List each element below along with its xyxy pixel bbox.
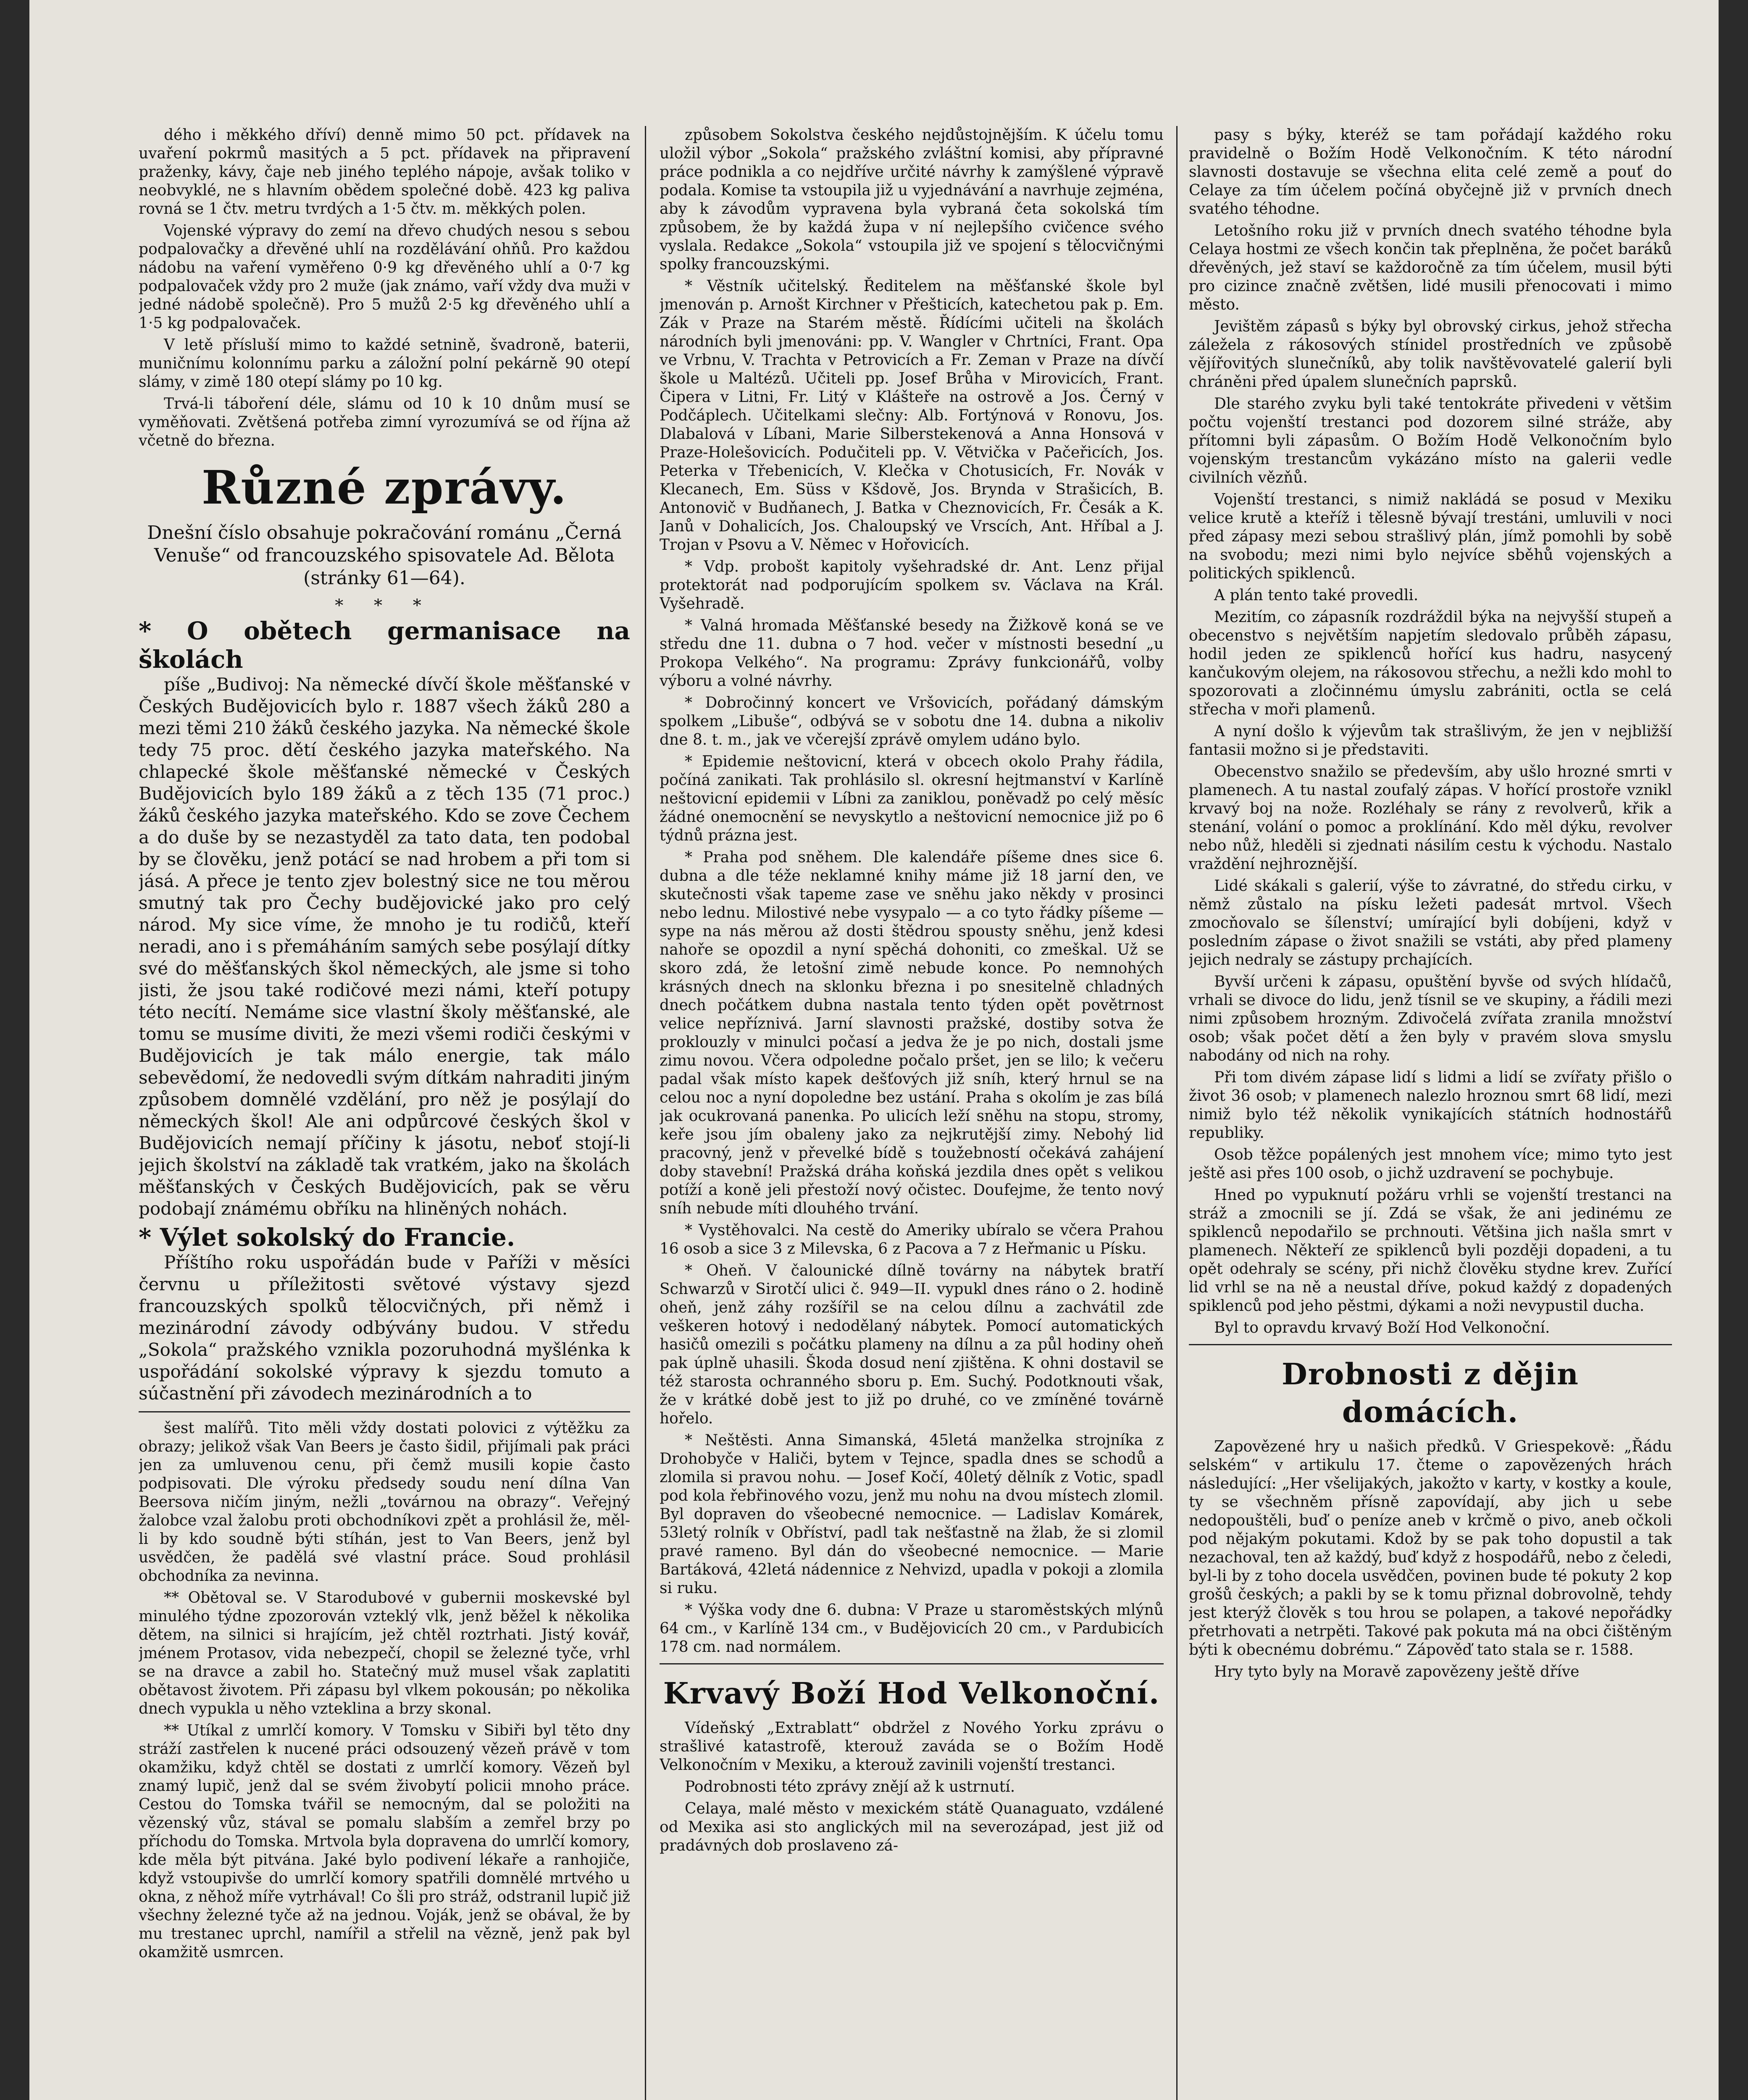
paragraph: Osob těžce popálených jest mnohem více; mimo tyto jest ještě asi přes 100 osob, o jichž uzdravení se pochybuje. [1189,1146,1672,1182]
paragraph: Vojenští trestanci, s nimiž nakládá se posud v Mexiku velice krutě a kteříž i tělesně bývají trestáni, umluvili v noci před zápasy mezi sebou strašlivý plán, jímž pomohli by sobě na svobodu; mezi nimi bylo nejvíce sběhů vojenských a politických spiklenců. [1189,491,1672,582]
column-1 [139,126,630,2100]
scan-edge-right [1719,0,1748,2100]
paragraph: Podrobnosti této zprávy znějí až k ustrnutí. [685,1778,1015,1796]
paragraph: Zapovězené hry u našich předků. V Griespekově: „Řádu selském“ v artikulu 17. čteme o zapovězených hrách následující: „Her všelijakých, jakožto v karty, v kostky a koule, ty se všechněm přísně zapovídají, aby jich u sebe nedopouštěli, buď o peníze aneb v krčmě o pivo, aneb očkoli pod nějakým pokutami. Kdož by se pak toho dopustil a tak nezachoval, ten až každý, buď když z hospodářů, nebo z čeledi, byl-li by z toho docela usvědčen, povinen bude té pokuty 2 kop grošů českých; a pakli by se k tomu přiznal dobrovolně, tehdy jest kterýž člověk s tou hrou se polapen, a takové nepořádky přetrhovati a netrpěti. Takové pak pokuta má na obci čištěným býti k obecnému dobrému.“ Zápověď tato stala se r. 1588. [1189,1438,1672,1659]
paragraph: * Vdp. probošt kapitoly vyšehradské dr. Ant. Lenz přijal protektorát nad podporujícím spolkem sv. Václava na Král. Vyšehradě. [660,558,1164,612]
paragraph: pasy s býky, kteréž se tam pořádají každého roku pravidelně o Božím Hodě Velkonočním. K této národní slavnosti dostavuje se všechna elita celé země a pouť do Celaye za tím účelem počíná obyčejně již v prvních dnech svatého téhodne. [1189,126,1672,218]
column-rule [1176,126,1178,2100]
paragraph: A plán tento také provedli. [1214,587,1419,604]
column-3 [1189,126,1672,2100]
paragraph: Lidé skákali s galerií, výše to závratné, do středu cirku, v němž zůstalo na písku ležeti padesát mrtvol. Všech zmocňovalo se šílenství; umírající byli dobíjeni, když v posledním zápase o život snažili se vstáti, aby před plameny jejich nedraly se zástupy prchajících. [1189,877,1672,969]
horizontal-rule [139,1411,630,1412]
paragraph: V letě přísluší mimo to každé setnině, švadroně, baterii, muničnímu kolonnímu parku a záložní polní pekárně 90 otepí slámy, v zimě 180 otepí slámy po 10 kg. [139,336,630,391]
paragraph: * Valná hromada Měšťanské besedy na Žižkově koná se ve středu dne 11. dubna o 7 hod. večer v místnosti besední „u Prokopa Velkého“. Na programu: Zprávy funkcionářů, volby výboru a volné návrhy. [660,617,1164,690]
paragraph: Hry tyto byly na Moravě zapovězeny ještě dříve [1214,1663,1580,1680]
paragraph: šest malířů. Tito měli vždy dostati polovici z výtěžku za obrazy; jelikož však Van Beers je často šidil, přijímali pak práci jen za umluvenou cenu, při čemž musili kopie často podpisovati. Dle výroku předsedy soudu není dílna Van Beersova ničím jiným, nežli „továrnou na obrazy“. Veřejný žalobce vzal žalobu proti obchodníkovi zpět a prohlásil že, měl-li by kdo soudně býti stíhán, jest to Van Beers, jenž byl usvědčen, že padělá své vlastní práce. Soud prohlásil obchodníka za nevinna. [139,1420,630,1585]
paragraph: * Dobročinný koncert ve Vršovicích, pořádaný dámským spolkem „Libuše“, odbývá se v sobotu dne 14. dubna a nikoliv dne 8. t. m., jak ve včerejší zprávě omylem udáno bylo. [660,694,1164,748]
paragraph: Mezitím, co zápasník rozdráždil býka na nejvyšší stupeň a obecenstvo s největším napjetím sledovalo průběh zápasu, hodil jeden ze spiklenců hořící kus hadru, nasycený kančukovým olejem, na rákosovou střechu, a nežli kdo mohl to spozorovati a zločinnému úmyslu zabrániti, octla se celá střecha v moři plamenů. [1189,609,1672,718]
paragraph: Hned po vypuknutí požáru vrhli se vojenští trestanci na stráž a zmocnili se jí. Zdá se však, že ani jedinému ze spiklenců nepodařilo se prchnouti. Většina jich našla smrt v plamenech. Někteří ze spiklenců byli později dopadeni, a tu opět odehraly se scény, při nichž člověku stydne krev. Zuřící lid vrhl se na ně a neustal dříve, pokud každý z dopadených spiklenců pod jeho pěstmi, dýkami a noži nevypustil ducha. [1189,1186,1672,1315]
paragraph: Při tom divém zápase lidí s lidmi a lidí se zvířaty přišlo o život 36 osob; v plamenech nalezlo hroznou smrt 68 lidí, mezi nimiž bylo též několik vynikajících státních hodnostářů republiky. [1189,1069,1672,1142]
article-text: píše „Budivoj: Na německé dívčí škole měšťanské v Českých Budějovicích bylo r. 1887 všech žáků 280 a mezi těmi 210 žáků českého jazyka. Na německé škole tedy 75 proc. dětí českého jazyka mateřského. Na chlapecké škole měšťanské německé v Českých Budějovicích bylo 189 žáků a z těch 135 (71 proc.) žáků českého jazyka mateřského. Kdo se zove Čechem a do duše by se nezastyděl za tato data, ten podobal by se člověku, jenž potácí se nad hrobem a při tom si jásá. A přece je tento zjev bolestný sice ne tou měrou smutný tak pro Čechy budějovické jako pro celý národ. My sice víme, že mnoho je tu rodičů, kteří neradi, ano i s přemáháním samých sebe posýlají dítky své do měšťanských škol německých, ale jsme si toho jisti, že jsou také rodičové mezi námi, kteří potupy této necítí. Nemáme sice vlastní školy měšťanské, ale tomu se musíme diviti, že mezi všemi rodiči českými v Budějovicích je tak málo energie, tak málo sebevědomí, že nedovedli svým dítkám nahraditi jiným způsobem domnělé vzdělání, pro něž je posýlají do německých škol! Ale ani odpůrcové českých škol v Budějovicích nemají příčiny k jásotu, neboť stojí-li jejich školství na základě tak vratkém, jako na školách měšťanských v Českých Budějovicích, pak se věru podobají známému obříku na hliněných nohách. [139,674,630,1219]
lead-notice: Dnešní číslo obsahuje pokračování románu „Černá Venuše“ od francouzského spisovatele Ad. Bělota (stránky 61—64). [147,522,622,589]
paragraph: ** Utíkal z umrlčí komory. V Tomsku v Sibiři byl těto dny stráží zastřelen k nucené práci odsouzený vězeň právě v tom okamžiku, když chtěl se dostati z umrlčí komory. Vězeň byl znamý lupič, jenž dal se svém živobytí policii mnoho práce. Cestou do Tomska tvářil se nemocným, dal se položiti na vězenský vůz, stával se pomalu slabším a zemřel brzy po příchodu do Tomska. Mrtvola byla dopravena do umrlčí komory, kde měla být pitvána. Jaké bylo podivení lékaře a ranhojiče, když vstoupivše do umrlčí komory spatřili domnělé mrtvého u okna, z něhož míře vytrhával! Co šli pro stráž, odstranil lupič již všechny železné tyče až na jednou. Voják, jenž se obával, že by mu trestanec uprchl, namířil a střelil na vězně, jenž pak byl okamžitě usmrcen. [139,1722,630,1961]
paragraph: Vídeňský „Extrablatt“ obdržel z Nového Yorku zprávu o strašlivé katastrofě, kterouž zaváda se o Božím Hodě Velkonočním v Mexiku, a kterouž zavinili vojenští trestanci. [660,1719,1164,1774]
paragraph: A nyní došlo k výjevům tak strašlivým, že jen v nejbližší fantasii možno si je představiti. [1189,723,1672,759]
article-text: Příštího roku uspořádán bude v Paříži v měsíci červnu u příležitosti světové výstavy sjezd francouzských spolků tělocvičných, při němž i mezinárodní závody odbývány budou. V středu „Sokola“ pražského vznikla pozoruhodná myšlénka k uspořádání sokolské výpravy k sjezdu tomuto a súčastnění při závodech mezinárodních a to [139,1252,630,1404]
section-title-drobnosti: Drobnosti z dějin domácích. [1282,1357,1579,1429]
horizontal-rule [660,1663,1164,1664]
section-title-ruzne-zpravy: Různé zprávy. [201,460,568,514]
column-rule [645,126,646,2100]
paragraph: Trvá-li táboření déle, slámu od 10 k 10 dnům musí se vyměňovati. Zvětšená potřeba zimní vyrozumívá se od října až včetně do března. [139,395,630,449]
column-2 [660,126,1164,2100]
paragraph: Byvší určeni k zápasu, opuštění byvše od svých hlídačů, vrhali se divoce do lidu, jenž tísnil se ve skupiny, a řádili mezi nimi způsobem hrozným. Zdivočelá zvířata zranila množství osob; však počet dětí a žen byly v pravém slova smyslu nabodány od nich na rohy. [1189,973,1672,1064]
paragraph: * Věstník učitelský. Ředitelem na měšťanské škole byl jmenován p. Arnošt Kirchner v Přešticích, katechetou pak p. Em. Zák v Praze na Starém městě. Řídícími učiteli na školách národních byli jmenováni: pp. V. Wangler v Chrtníci, Frant. Opa ve Vrbnu, V. Trachta v Petrovicích a Fr. Zeman v Praze na dívčí škole u Maltézů. Učiteli pp. Josef Brůha v Mirovicích, Frant. Čipera v Litni, Fr. Litý v Klášteře na ostrově a Jos. Černý v Podčáplech. Učitelkami slečny: Alb. Fortýnová v Ronovu, Jos. Dlabalová v Líbani, Marie Silberstekenová a Anna Honsová v Praze-Holešovicích. Podučiteli pp. V. Větvička v Pačeřicích, Jos. Peterka v Třebenicích, V. Klečka v Chotusicích, Fr. Novák v Klecanech, Em. Süss v Kšdově, Jos. Brynda v Strašicích, B. Antonovič v Budňanech, J. Batka v Cheznovicích, Fr. Česák a K. Janů v Dohalicích, Jos. Chaloupský ve Vrscích, Ant. Hříbal a J. Trojan v Psovu a V. Němec v Hořovicích. [660,278,1164,554]
scan-edge-left [0,0,29,2100]
paragraph: Celaya, malé město v mexickém státě Quanaguato, vzdálené od Mexika asi sto anglických mil na severozápad, jest již od pradávných dob proslaveno zá- [660,1800,1164,1854]
article-headline: * O obětech germanisace na školách [139,617,630,674]
paragraph: Dle starého zvyku byli také tentokráte přivedeni v většim počtu vojenští trestanci pod dozorem silné stráže, aby přítomni byli zápasům. O Božím Hodě Velkonočním bylo vojenským trestancům vykázáno místo na galerii vedle civilních vězňů. [1189,395,1672,486]
paragraph: Byl to opravdu krvavý Boží Hod Velkonoční. [1214,1319,1550,1336]
paragraph: * Epidemie neštovicní, která v obcech okolo Prahy řádila, počíná zanikati. Tak prohlásilo sl. okresní hejtmanství v Karlíně neštovicní epidemii v Líbni za zaniklou, poněvadž po celý měsíc žádné onemocnění se nevyskytlo a neštovicní nemocnice již po 6 týdnů prázna jest. [660,753,1164,844]
paragraph: Letošního roku již v prvních dnech svatého téhodne byla Celaya hostmi ze všech končin tak přeplněna, že počet baráků dřevěných, jež staví se každoročně za tím účelem, musil býti pro cizince značně zvětšen, lidé musili přenocovati i mimo město. [1189,222,1672,313]
section-title-krvavy-bozi-hod: Krvavý Boží Hod Velkonoční. [663,1676,1160,1711]
paragraph: Vojenské výpravy do zemí na dřevo chudých nesou s sebou podpalovačky a dřevěné uhlí na rozdělávání ohňů. Pro každou nádobu na vaření vyměřeno 0·9 kg dřevěného uhlí a 0·7 kg podpalovaček vždy pro 2 muže (jak známo, vaří vždy dva muži v jedné nádobě společně). Pro 5 mužů 2·5 kg dřevěného uhlí a 1·5 kg podpalovaček. [139,222,630,332]
paragraph: * Oheň. V čalounické dílně továrny na nábytek bratří Schwarzů v Sirotčí ulici č. 949—II. vypukl dnes ráno o 2. hodině oheň, jenž záhy rozšířil se na celou dílnu a zachvátil zde veškeren hotový i nedodělaný nábytek. Pomocí automatických hasičů omezili s počátku plameny na dílnu a za půl hodiny oheň pak úplně uhasili. Škoda dosud není zjištěna. K ohni dostavil se též starosta ochranného sboru p. Em. Suchý. Podotknouti však, že v krátké době jest to již po druhé, co ve zmíněné továrně hořelo. [660,1262,1164,1427]
separator-stars: * * * [335,596,434,615]
paragraph: dého i měkkého dříví) denně mimo 50 pct. přídavek na uvaření pokrmů masitých a 5 pct. přídavek na připravení praženky, kávy, čaje neb jiného teplého nápoje, avšak toliko v neobvyklé, ne s hlavním obědem společné době. 423 kg paliva rovná se 1 čtv. metru tvrdých a 1·5 čtv. m. měkkých polen. [139,126,630,218]
paragraph: způsobem Sokolstva českého nejdůstojnějším. K účelu tomu uložil výbor „Sokola“ pražského zvláštní komisi, aby přípravné práce podnikla a co nejdříve určité návrhy k zamýšlené výpravě podala. Komise ta vstoupila již u vyjednávání a navrhuje zejména, aby k závodům vypravena byla vybraná četa sokolská tím způsobem, že by každá župa v ní nejlepšího cvičence svého vyslala. Redakce „Sokola“ vstoupila již ve spojení s tělocvičnými spolky francouzskými. [660,126,1164,273]
paragraph: ** Obětoval se. V Starodubové v gubernii moskevské byl minulého týdne zpozorován vzteklý vlk, jenž běžel k několika dětem, na silnici si hrajícím, jež chtěl roztrhati. Jistý kovář, jménem Protasov, vida nebezpečí, chopil se železné tyče, vrhl se na dravce a zabil ho. Statečný muž musel však zaplatiti obětavost životem. Při zápasu byl vlkem pokousán; po několika dnech vypukla u něho vzteklina a brzy skonal. [139,1589,630,1717]
paragraph: * Neštěsti. Anna Simanská, 45letá manželka strojníka z Drohobyče v Haliči, bytem v Tejnce, spadla dnes se schodů a zlomila si pravou nohu. — Josef Kočí, 40letý dělník z Votic, spadl pod kola řebřinového vozu, jenž mu nohu na dvou místech zlomil. Byl dopraven do všeobecné nemocnice. — Ladislav Komárek, 53letý rolník v Obříství, padl tak nešťastně na žlab, že si zlomil pravé rameno. Byl dán do všeobecné nemocnice. — Marie Bartáková, 42letá nádennice z Nehvizd, upadla v pokoji a zlomila si ruku. [660,1432,1164,1597]
article-headline: * Výlet sokolský do Francie. [139,1223,515,1252]
paragraph: * Praha pod sněhem. Dle kalendáře píšeme dnes sice 6. dubna a dle téže neklamné knihy máme již 18 jarní den, ve skutečnosti však tapeme zase ve sněhu jako někdy v prosinci nebo lednu. Milostivé nebe vysypalo — a co tyto řádky píšeme — sype na nás měrou až dosti štědrou spousty sněhu, jenž kdesi nahoře se opozdil a nyní spěchá dohoniti, co zmeškal. Už se skoro zdá, že letošní zimě nebude konce. Po nemnohých krásných dnech na sklonku března i po snesitelně chladných dnech počátkem dubna nastala tento týden opět povětrnost velice nepříznivá. Jarní slavnosti pražské, dostiby sotva že proklouzly v minulci počasí a jedva že je po nich, dostali jsme zimu novou. Včera odpoledne počalo pršet, jen se lilo; k večeru padal však místo kapek dešťových již sníh, který hrnul se na celou noc a nyní dopoledne bez ustání. Praha s okolím je zas bílá jak ocukrovaná panenka. Po ulicích leží sněhu na stopu, stromy, keře jsou jím obaleny jako za nejkrutější zimy. Nebohý lid pracovný, jenž v převelké bídě s toužebností očekává zahájení doby stavební! Pražská dráha koňská jezdila dnes opět s velikou potíží a koně jeli přestoží nový očistec. Doufejme, že tento nový sníh nebude míti dlouhého trvání. [660,849,1164,1217]
horizontal-rule [1189,1344,1672,1345]
paragraph: * Vystěhovalci. Na cestě do Ameriky ubíralo se včera Prahou 16 osob a sice 3 z Milevska, 6 z Pacova a 7 z Heřmanic u Písku. [660,1222,1164,1257]
paragraph: Obecenstvo snažilo se především, aby ušlo hrozné smrti v plamenech. A tu nastal zoufalý zápas. V hořící prostoře vznikl krvavý boj na nože. Rozléhaly se rány z revolverů, křik a stenání, volání o pomoc a proklínání. Kdo měl dýku, revolver nebo nůž, hleděli si zjednati násilím cestu k východu. Nastalo vraždění nejhroznější. [1189,763,1672,873]
paragraph: * Výška vody dne 6. dubna: V Praze u staroměstských mlýnů 64 cm., v Karlíně 134 cm., v Budějovicích 20 cm., v Pardubicích 178 cm. nad normálem. [660,1601,1164,1656]
paragraph: Jevištěm zápasů s býky byl obrovský cirkus, jehož střecha záležela z rákosových stínidel prostředních ve způsobě vějířovitých slunečníků, aby tolik navštěvovatelé galerií byli chráněni před úpalem slunečních paprsků. [1189,318,1672,391]
